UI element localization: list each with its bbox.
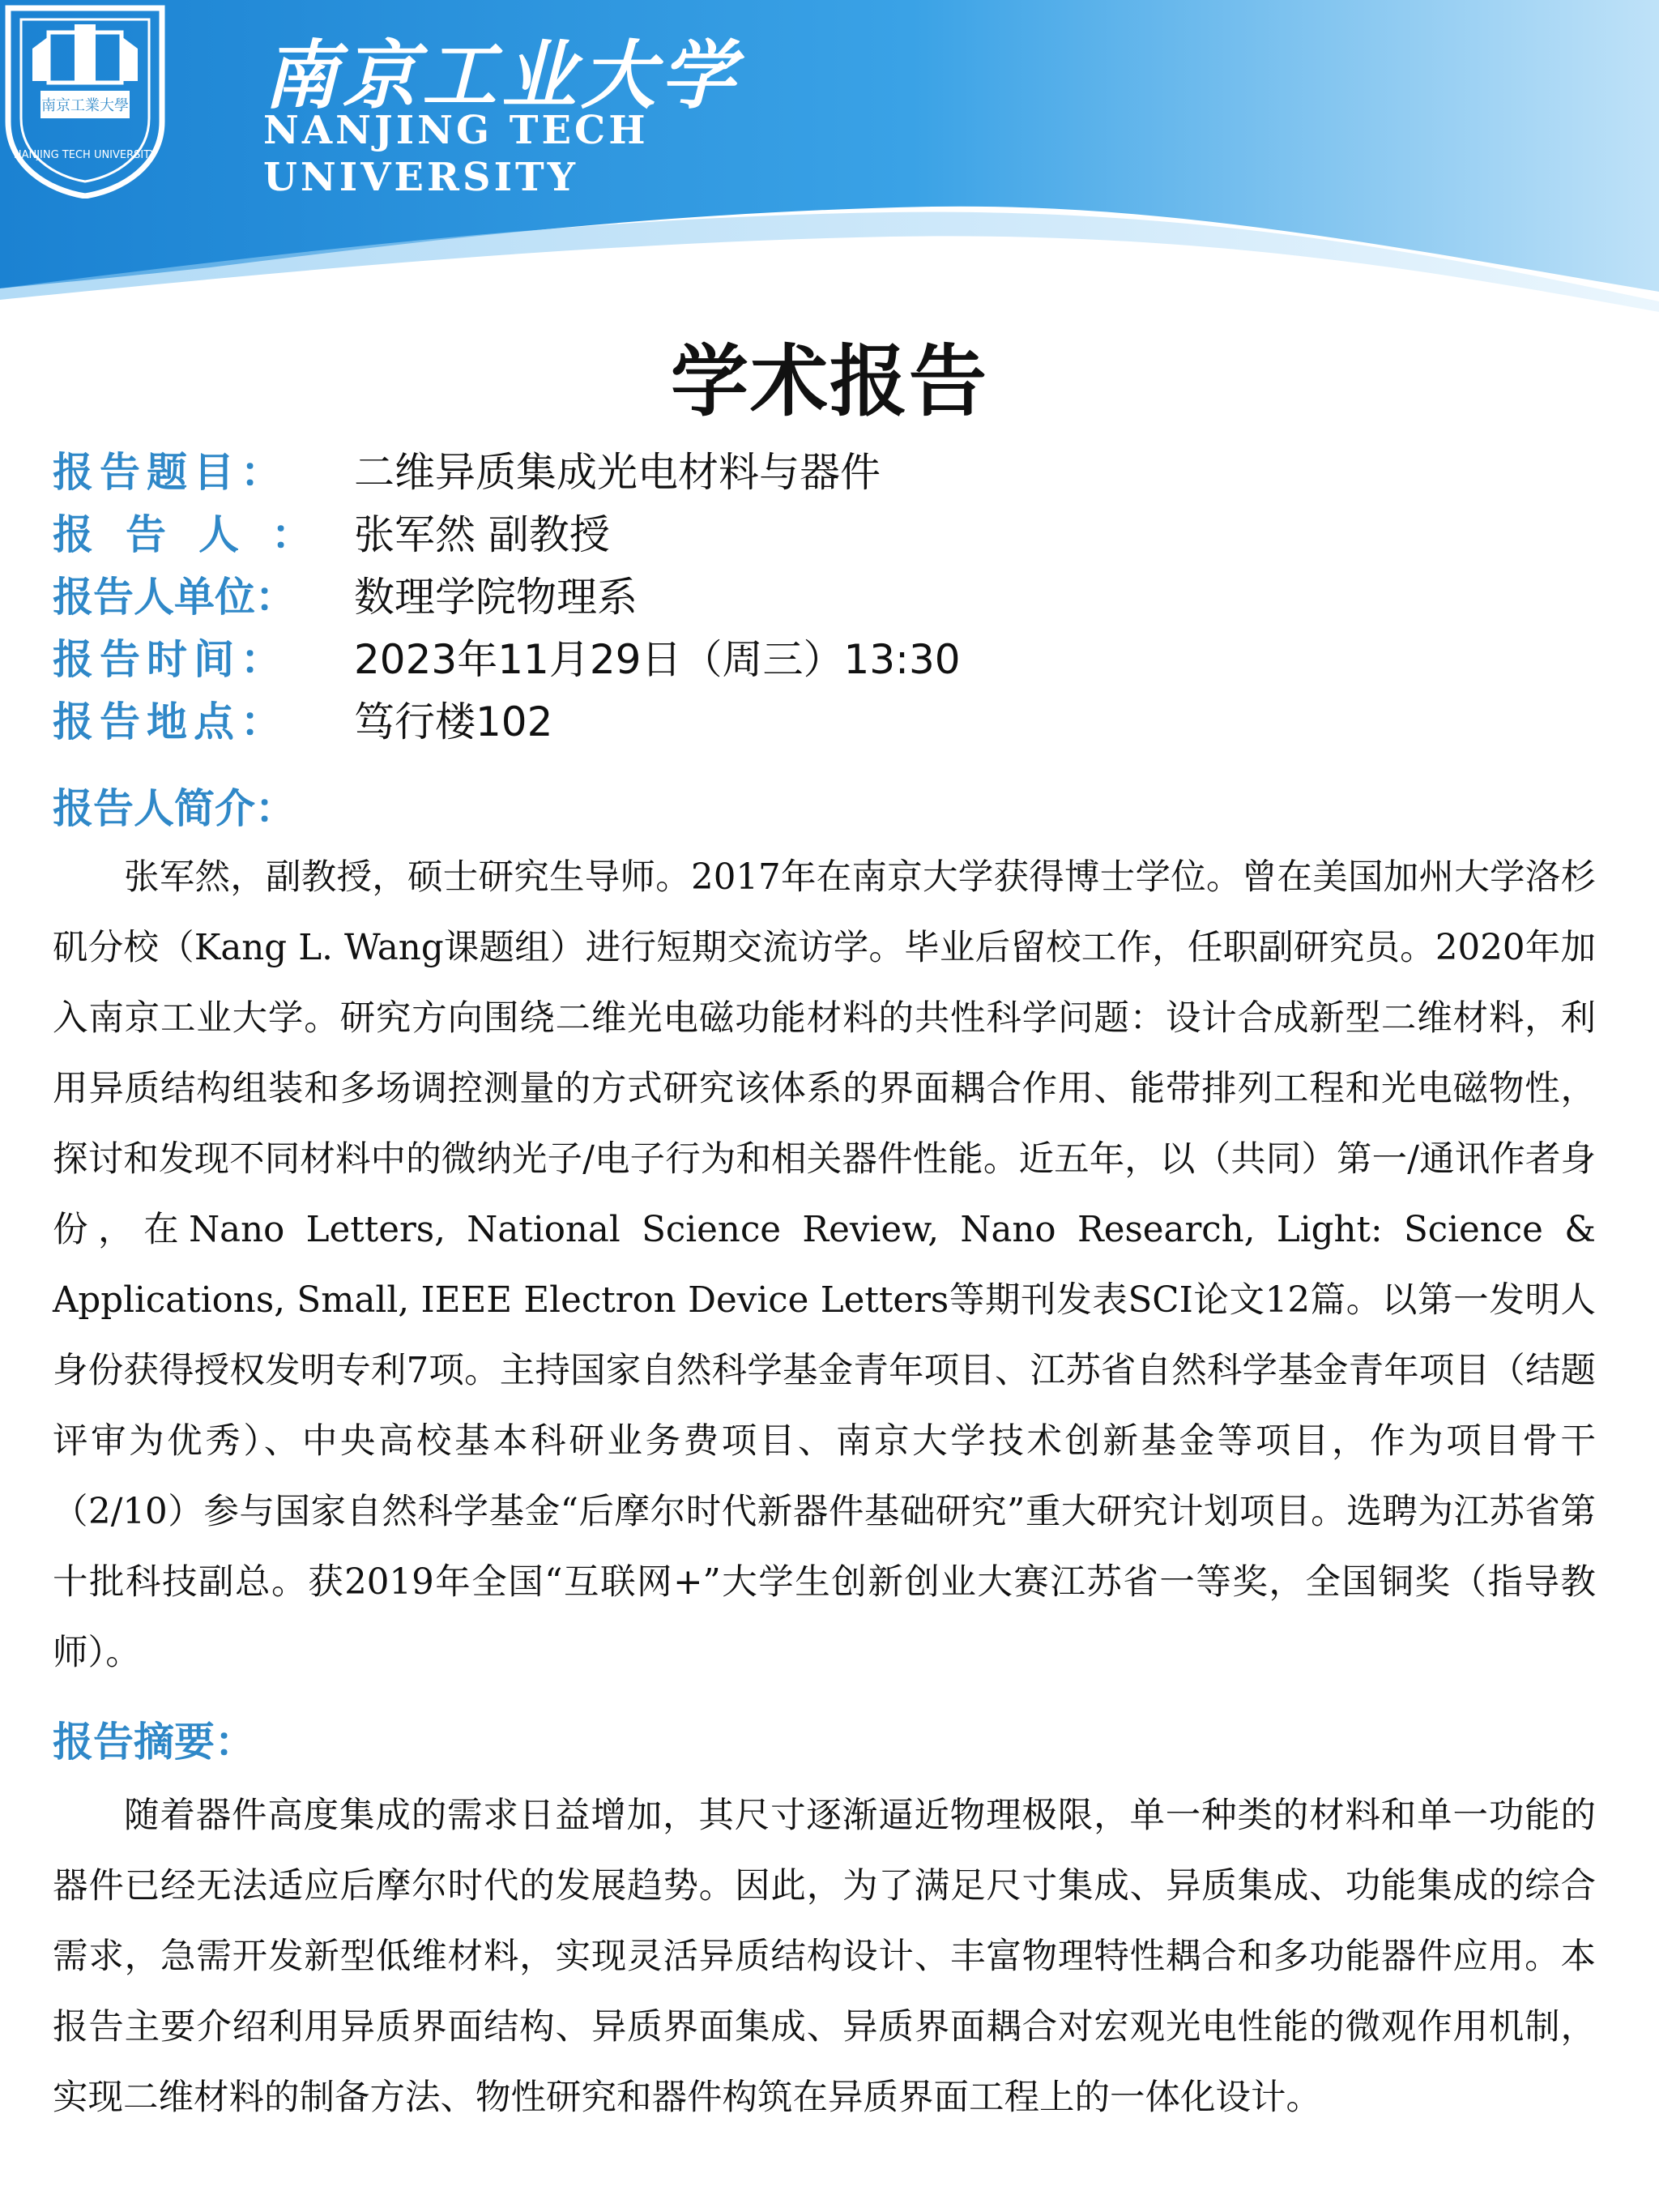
logo-caption: NANJING TECH UNIVERSITY [13,149,157,161]
topic-value: 二维异质集成光电材料与器件 [354,448,881,496]
topic-label: 报告题目： [53,448,288,496]
abstract-paragraph: 随着器件高度集成的需求日益增加，其尺寸逐渐逼近物理极限，单一种类的材料和单一功能的器件已经无法适应后摩尔时代的发展趋势。因此，为了满足尺寸集成、异质集成、功能集成的综合需求，急需开发新型低维材料，实现灵活异质结构设计、丰富物理特性耦合和多功能器件应用。本报告主要介绍利用异质界面结构、异质界面集成、异质界面耦合对宏观光电性能的微观作用机制，实现二维材料的制备方法、物性研究和器件构筑在异质界面工程上的一体化设计。 [53,1796,1596,2118]
speaker-label: 报告人： [53,510,344,558]
blue-wave-background [0,0,1659,340]
abstract-heading: 报告摘要： [53,1719,255,1766]
info-row-affiliation [53,562,1632,625]
info-row-location [53,687,1632,749]
info-row-time [53,625,1632,687]
report-info [53,438,1632,749]
page-title: 学术报告 [671,336,988,427]
speaker-value: 张军然 副教授 [354,510,610,558]
university-name-en-line1: NANJING TECH [263,108,649,153]
time-value: 2023年11月29日（周三）13:30 [354,635,961,683]
university-name-cn: 南京工业大学 [263,32,740,119]
university-logo-icon [0,0,170,199]
time-label: 报告时间： [53,635,288,683]
university-name-en [263,107,649,201]
svg-text:南京工業大學: 南京工業大學 [41,97,129,114]
info-row-topic [53,438,1632,500]
info-row-speaker [53,500,1632,562]
bio-heading: 报告人简介： [53,785,296,832]
affiliation-label: 报告人单位： [53,573,296,621]
header-banner [0,0,1659,340]
location-value: 笃行楼102 [354,698,553,745]
bio-paragraph: 张军然，副教授，硕士研究生导师。2017年在南京大学获得博士学位。曾在美国加州大学洛杉矶分校（Kang L. Wang课题组）进行短期交流访学。毕业后留校工作，任职副研究员。2020年加入南京工业大学。研究方向围绕二维光电磁功能材料的共性科学问题：设计合成新型二维材料，利用异质结构组装和多场调控测量的方式研究该体系的界面耦合作用、能带排列工程和光电磁物性，探讨和发现不同材料中的微纳光子/电子行为和相关器件性能。近五年，以（共同）第一/通讯作者身份，在Nano Letters, National Science Review, Nano Research, Light: Science & Applications, Small, IEEE Electron Device Letters等期刊发表SCI论文12篇。以第一发明人身份获得授权发明专利7项。主持国家自然科学基金青年项目、江苏省自然科学基金青年项目（结题评审为优秀）、中央高校基本科研业务费项目、南京大学技术创新基金等项目，作为项目骨干（2/10）参与国家自然科学基金“后摩尔时代新器件基础研究”重大研究计划项目。选聘为江苏省第十批科技副总。获2019年全国“互联网+”大学生创新创业大赛江苏省一等奖，全国铜奖（指导教师）。 [53,857,1596,1673]
affiliation-value: 数理学院物理系 [354,573,638,621]
university-name-en-line2: UNIVERSITY [263,155,579,200]
location-label: 报告地点： [53,698,288,745]
